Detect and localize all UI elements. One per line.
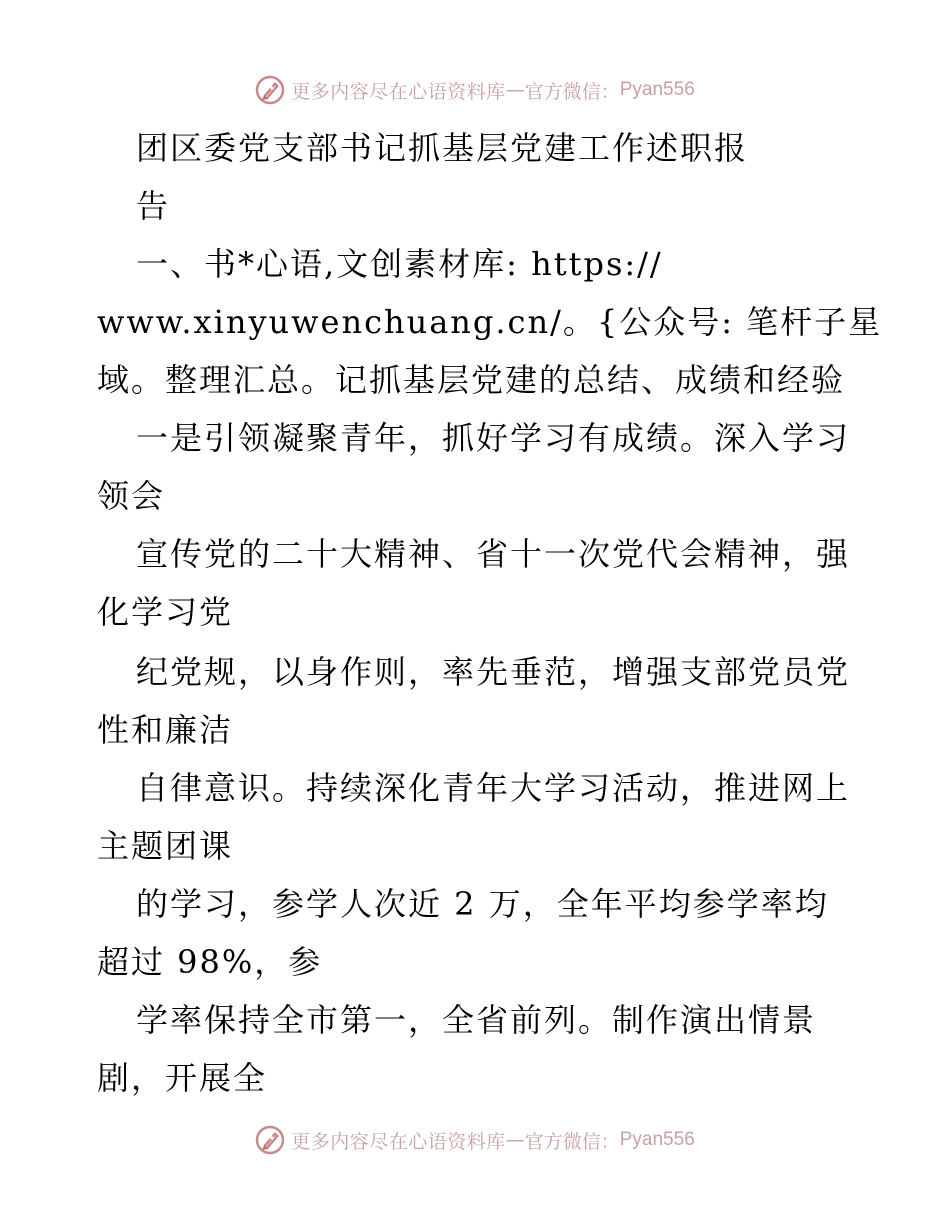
paragraph-line: 主题团课 <box>97 827 234 865</box>
paragraph-line: 宣传党的二十大精神、省十一次党代会精神，强 <box>136 535 851 573</box>
paragraph-line: 一是引领凝聚青年，抓好学习有成绩。深入学习 <box>136 419 851 457</box>
watermark-label: 官方微信： <box>524 1130 620 1153</box>
paragraph-line: 一、书*心语,文创素材库: https:// <box>136 245 663 283</box>
watermark-text: 更多内容尽在心语资料库 <box>291 1130 506 1153</box>
paragraph-line: 超过 98%，参 <box>97 943 323 981</box>
paragraph-line: 域。整理汇总。记抓基层党建的总结、成绩和经验 <box>97 361 846 399</box>
footer-watermark <box>0 1120 950 1160</box>
watermark-label: 官方微信： <box>524 80 620 103</box>
watermark-separator: — <box>505 1129 525 1151</box>
paragraph-line: 自律意识。持续深化青年大学习活动，推进网上 <box>136 769 851 807</box>
header-watermark <box>0 70 950 110</box>
document-title-line-1: 团区委党支部书记抓基层党建工作述职报 <box>136 129 749 167</box>
paragraph-line: 性和廉洁 <box>97 711 234 749</box>
watermark-account: Pyan556 <box>619 1129 695 1150</box>
paragraph-line: 领会 <box>97 477 166 515</box>
pen-nib-logo-icon <box>255 75 285 105</box>
paragraph-line: 剧，开展全 <box>97 1059 268 1097</box>
watermark-text: 更多内容尽在心语资料库 <box>291 80 506 103</box>
watermark-account: Pyan556 <box>619 79 695 100</box>
paragraph-line: www.xinyuwenchuang.cn/。{公众号: 笔杆子星 <box>97 303 883 341</box>
paragraph-line: 的学习，参学人次近 2 万，全年平均参学率均 <box>136 885 829 923</box>
paragraph-line: 化学习党 <box>97 593 234 631</box>
pen-nib-logo-icon <box>255 1125 285 1155</box>
document-title-line-2: 告 <box>136 187 171 225</box>
paragraph-line: 学率保持全市第一，全省前列。制作演出情景 <box>136 1001 817 1039</box>
paragraph-line: 纪党规，以身作则，率先垂范，增强支部党员党 <box>136 653 851 691</box>
watermark-separator: — <box>505 79 525 101</box>
